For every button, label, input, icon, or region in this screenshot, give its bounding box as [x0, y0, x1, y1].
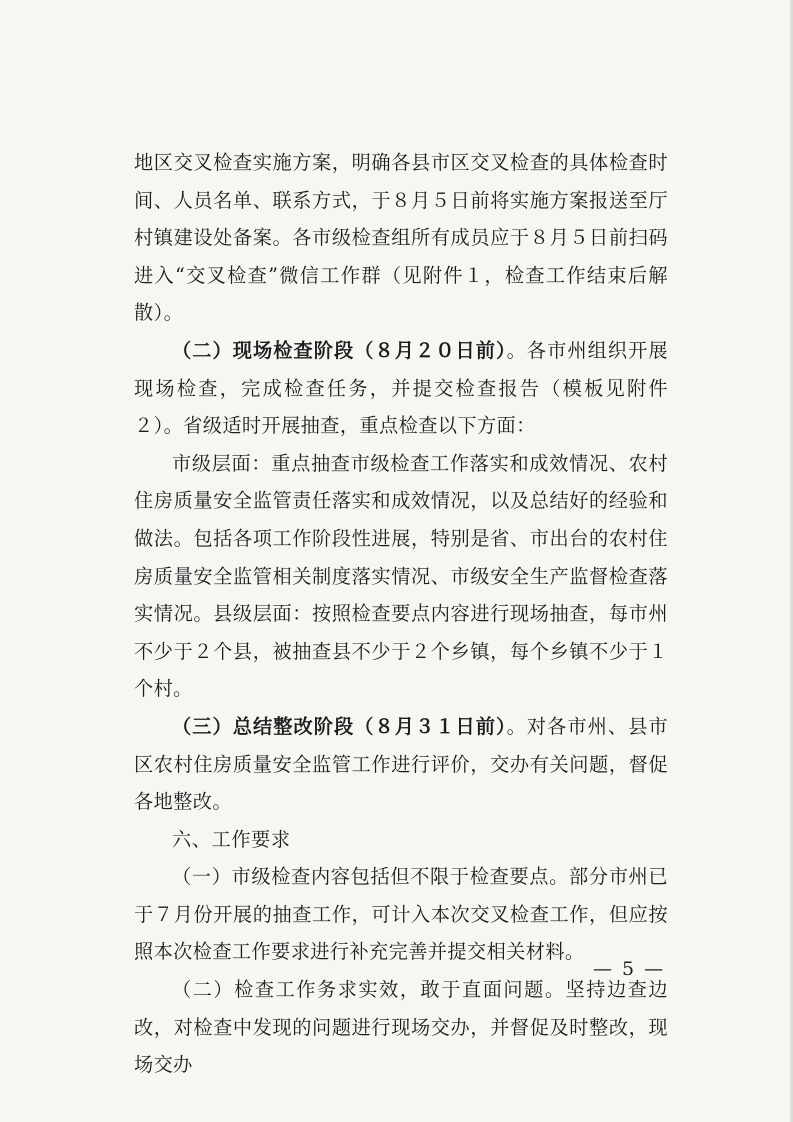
paragraph-6-text: （一）市级检查内容包括但不限于检查要点。部分市州已于７月份开展的抽查工作，可计入本次交叉检查工作，但应按照本次检查工作要求进行补充完善并提交相关材料。: [134, 865, 668, 964]
paragraph-4-text: 。对各市州、县市区农村住房质量安全监管工作进行评价，交办有关问题，督促各地整改。: [134, 714, 668, 814]
paragraph-7-text: （二）检查工作务求实效，敢于直面问题。坚持边查边改，对检查中发现的问题进行现场交办，并督促及时整改，现场交办: [134, 978, 668, 1077]
section-lead-on-site-inspection: （二）现场检查阶段（８月２０日前）: [172, 338, 507, 362]
paragraph-2: [134, 332, 668, 445]
document-body: [134, 144, 668, 1084]
paragraph-1: [134, 144, 668, 332]
paragraph-4: [134, 708, 668, 821]
paragraph-2-text: 。各市州组织开展现场检查，完成检查任务，并提交检查报告（模板见附件２）。省级适时开展抽查，重点检查以下方面：: [134, 338, 668, 438]
paragraph-3-text: 市级层面：重点抽查市级检查工作落实和成效情况、农村住房质量安全监管责任落实和成效情况，以及总结好的经验和做法。包括各项工作阶段性进展，特别是省、市出台的农村住房质量安全监管相关制度落实情况、市级安全生产监督检查落实情况。县级层面：按照检查要点内容进行现场抽查，每市州不少于２个县，被抽查县不少于２个乡镇，每个乡镇不少于１个村。: [134, 451, 668, 701]
paragraph-7: [134, 971, 668, 1084]
section-lead-summary-rectification: （三）总结整改阶段（８月３１日前）: [172, 714, 507, 738]
paragraph-1-text: 地区交叉检查实施方案，明确各县市区交叉检查的具体检查时间、人员名单、联系方式，于８月５日前将实施方案报送至厅村镇建设处备案。各市级检查组所有成员应于８月５日前扫码进入“交叉检查”微信工作群（见附件１，检查工作结束后解散）。: [134, 151, 668, 325]
paragraph-3: [134, 445, 668, 708]
paragraph-6: [134, 858, 668, 971]
page-number: — 5 —: [593, 958, 666, 980]
section-heading-work-requirements: 六、工作要求: [172, 827, 291, 851]
